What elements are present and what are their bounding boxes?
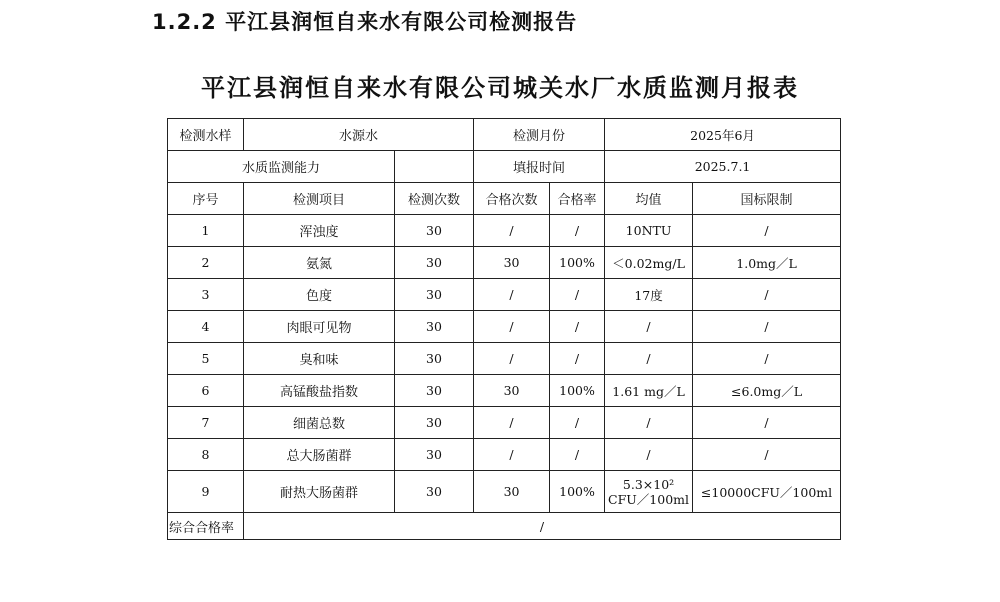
row-tests: 30: [395, 247, 474, 279]
row-item: 浑浊度: [244, 215, 395, 247]
row-tests: 30: [395, 215, 474, 247]
row-mean: [605, 471, 693, 513]
fill-time-label: 填报时间: [474, 151, 605, 183]
summary-value: /: [244, 513, 841, 540]
meta-row-1: [168, 119, 841, 151]
row-passed: /: [474, 279, 550, 311]
table-row: [168, 375, 841, 407]
row-mean: 17度: [605, 279, 693, 311]
table-row: [168, 439, 841, 471]
summary-label: 综合合格率: [168, 513, 244, 540]
sample-value: 水源水: [244, 119, 474, 151]
row-tests: 30: [395, 439, 474, 471]
table-row: [168, 311, 841, 343]
row-rate: 100%: [550, 375, 605, 407]
capability-value: [395, 151, 474, 183]
row-item: 氨氮: [244, 247, 395, 279]
row-no: 5: [168, 343, 244, 375]
row-limit: /: [693, 311, 841, 343]
table-row: [168, 279, 841, 311]
row-mean: 1.61 mg／L: [605, 375, 693, 407]
col-header-tests: 检测次数: [395, 183, 474, 215]
row-no: 8: [168, 439, 244, 471]
row-passed: /: [474, 343, 550, 375]
row-no: 7: [168, 407, 244, 439]
water-quality-table: [167, 118, 841, 540]
row-no: 4: [168, 311, 244, 343]
row-limit: /: [693, 215, 841, 247]
row-mean-line2: CFU／100ml: [608, 491, 690, 507]
row-limit: ≤10000CFU／100ml: [693, 471, 841, 513]
row-limit: /: [693, 407, 841, 439]
month-value: 2025年6月: [605, 119, 841, 151]
header-row: [168, 183, 841, 215]
col-header-item: 检测项目: [244, 183, 395, 215]
row-mean: /: [605, 439, 693, 471]
row-tests: 30: [395, 375, 474, 407]
row-no: 6: [168, 375, 244, 407]
col-header-mean: 均值: [605, 183, 693, 215]
row-limit: 1.0mg／L: [693, 247, 841, 279]
table-row: [168, 215, 841, 247]
col-header-no: 序号: [168, 183, 244, 215]
report-title: 平江县润恒自来水有限公司城关水厂水质监测月报表: [201, 73, 799, 102]
row-item: 耐热大肠菌群: [244, 471, 395, 513]
month-label: 检测月份: [474, 119, 605, 151]
row-passed: /: [474, 215, 550, 247]
row-no: 9: [168, 471, 244, 513]
row-rate: 100%: [550, 471, 605, 513]
meta-row-2: [168, 151, 841, 183]
row-passed: /: [474, 311, 550, 343]
table-row: [168, 247, 841, 279]
row-mean: /: [605, 343, 693, 375]
row-rate: /: [550, 439, 605, 471]
col-header-limit: 国标限制: [693, 183, 841, 215]
capability-label: 水质监测能力: [168, 151, 395, 183]
row-tests: 30: [395, 471, 474, 513]
table-row: [168, 343, 841, 375]
row-tests: 30: [395, 343, 474, 375]
row-passed: /: [474, 407, 550, 439]
row-item: 高锰酸盐指数: [244, 375, 395, 407]
row-no: 3: [168, 279, 244, 311]
row-mean: /: [605, 407, 693, 439]
table-row: [168, 471, 841, 513]
fill-time-value: 2025.7.1: [605, 151, 841, 183]
row-passed: /: [474, 439, 550, 471]
row-rate: /: [550, 279, 605, 311]
row-item: 总大肠菌群: [244, 439, 395, 471]
row-mean: /: [605, 311, 693, 343]
row-item: 肉眼可见物: [244, 311, 395, 343]
col-header-rate: 合格率: [550, 183, 605, 215]
row-limit: /: [693, 343, 841, 375]
row-rate: /: [550, 343, 605, 375]
row-passed: 30: [474, 471, 550, 513]
table-row: [168, 407, 841, 439]
row-mean-line1: 5.3×10²: [622, 476, 675, 492]
row-limit: ≤6.0mg／L: [693, 375, 841, 407]
row-rate: /: [550, 407, 605, 439]
row-tests: 30: [395, 311, 474, 343]
row-tests: 30: [395, 407, 474, 439]
row-no: 1: [168, 215, 244, 247]
row-item: 臭和味: [244, 343, 395, 375]
row-rate: 100%: [550, 247, 605, 279]
row-tests: 30: [395, 279, 474, 311]
summary-row: [168, 513, 841, 540]
row-mean: 10NTU: [605, 215, 693, 247]
row-limit: /: [693, 439, 841, 471]
row-passed: 30: [474, 375, 550, 407]
row-item: 细菌总数: [244, 407, 395, 439]
row-passed: 30: [474, 247, 550, 279]
col-header-passed: 合格次数: [474, 183, 550, 215]
row-item: 色度: [244, 279, 395, 311]
row-mean: ＜0.02mg/L: [605, 247, 693, 279]
row-no: 2: [168, 247, 244, 279]
row-limit: /: [693, 279, 841, 311]
section-heading: 1.2.2 平江县润恒自来水有限公司检测报告: [152, 10, 578, 34]
row-rate: /: [550, 215, 605, 247]
sample-label: 检测水样: [168, 119, 244, 151]
row-rate: /: [550, 311, 605, 343]
